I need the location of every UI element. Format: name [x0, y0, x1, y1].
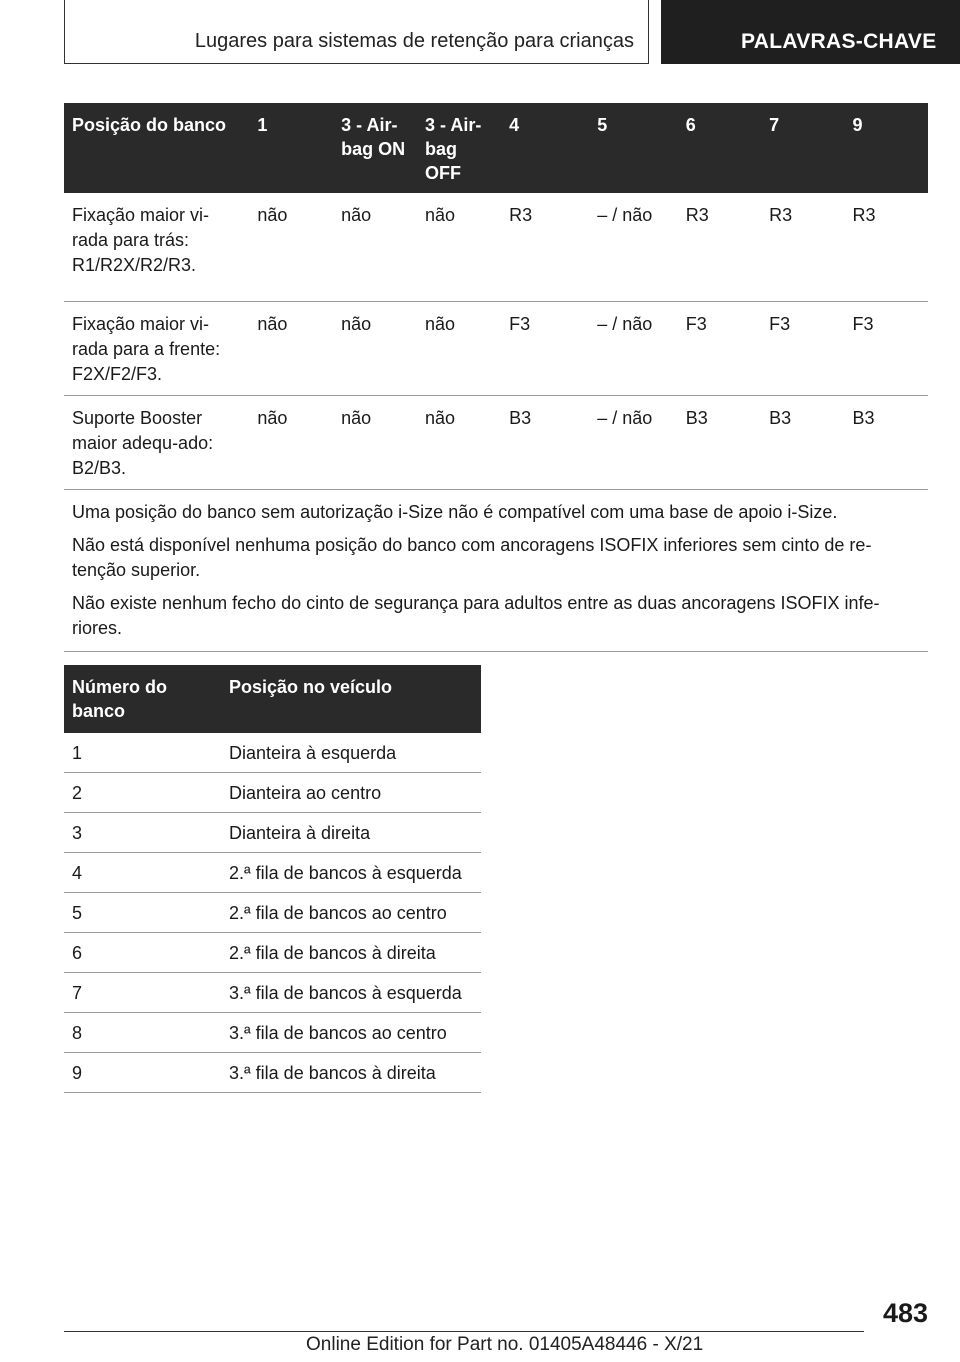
table-row [64, 933, 481, 973]
table-note: Não está disponível nenhuma posição do banco com ancoragens ISOFIX inferiores sem cinto de re-tenção superior. [72, 535, 872, 580]
table-cell: R3 [761, 193, 844, 302]
table-cell: R3 [501, 193, 589, 302]
table-cell: 2.ª fila de bancos ao centro [221, 893, 481, 933]
column-header: 3 - Air-bag ON [333, 103, 417, 193]
table-cell: 3.ª fila de bancos à esquerda [221, 973, 481, 1013]
table-cell: R3 [678, 193, 761, 302]
table-cell: Dianteira ao centro [221, 773, 481, 813]
table-cell: B3 [501, 396, 589, 490]
table-cell: F3 [678, 302, 761, 396]
table-cell: – / não [589, 396, 678, 490]
table-row [64, 733, 481, 773]
table-cell: – / não [589, 302, 678, 396]
table-cell: Fixação maior vi-rada para a frente: F2X/F2/F3. [64, 302, 249, 396]
table-cell: 2.ª fila de bancos à direita [221, 933, 481, 973]
table-cell: não [333, 396, 417, 490]
table-cell: não [333, 302, 417, 396]
table-cell: não [417, 193, 501, 302]
seat-position-table [64, 665, 481, 1093]
column-header: 6 [678, 103, 761, 193]
keywords-tab-label: PALAVRAS-CHAVE [741, 30, 937, 53]
table-cell: 3.ª fila de bancos ao centro [221, 1013, 481, 1053]
table-notes-row [64, 490, 928, 652]
table-row [64, 193, 928, 302]
table-row [64, 973, 481, 1013]
column-header: 5 [589, 103, 678, 193]
seat-compatibility-table [64, 103, 928, 652]
table-row [64, 396, 928, 490]
table-header-row [64, 665, 481, 733]
table-cell: 7 [64, 973, 221, 1013]
table-cell: 1 [64, 733, 221, 773]
table-row [64, 302, 928, 396]
table-cell: Dianteira à esquerda [221, 733, 481, 773]
table-cell: não [249, 396, 333, 490]
table-cell: 9 [64, 1053, 221, 1093]
keywords-tab[interactable] [661, 0, 960, 64]
table-cell: Suporte Booster maior adequ-ado: B2/B3. [64, 396, 249, 490]
table-row [64, 1053, 481, 1093]
table-cell: não [417, 396, 501, 490]
table-cell: 5 [64, 893, 221, 933]
table-cell: não [249, 193, 333, 302]
table-cell: não [249, 302, 333, 396]
table-cell: B3 [678, 396, 761, 490]
table-cell: Dianteira à direita [221, 813, 481, 853]
table-cell: Fixação maior vi-rada para trás: R1/R2X/R2/R3. [64, 193, 249, 302]
column-header: Posição do banco [64, 103, 249, 193]
table-row [64, 813, 481, 853]
table-cell: 2.ª fila de bancos à esquerda [221, 853, 481, 893]
column-header: 3 - Air-bag OFF [417, 103, 501, 193]
column-header: 9 [845, 103, 928, 193]
column-header: Número do banco [64, 665, 221, 733]
table-header-row [64, 103, 928, 193]
section-title: Lugares para sistemas de retenção para crianças [194, 30, 634, 52]
table-cell: 8 [64, 1013, 221, 1053]
footer-edition[interactable]: Online Edition for Part no. 01405A48446 - X/21 [306, 1334, 704, 1355]
table-cell: F3 [761, 302, 844, 396]
column-header: 7 [761, 103, 844, 193]
table-cell: B3 [845, 396, 928, 490]
column-header: 1 [249, 103, 333, 193]
column-header: Posição no veículo [221, 665, 481, 733]
page-number: 483 [882, 1298, 928, 1328]
table-cell: não [333, 193, 417, 302]
table-cell: B3 [761, 396, 844, 490]
table-row [64, 893, 481, 933]
table-row [64, 853, 481, 893]
footer-divider [64, 1331, 864, 1332]
section-header [64, 0, 649, 64]
table-cell: 6 [64, 933, 221, 973]
table-cell: não [417, 302, 501, 396]
table-note: Uma posição do banco sem autorização i-Size não é compatível com uma base de apoio i-Size. [72, 502, 838, 522]
table-row [64, 1013, 481, 1053]
table-cell: 3 [64, 813, 221, 853]
table-cell: R3 [845, 193, 928, 302]
table-note: Não existe nenhum fecho do cinto de segurança para adultos entre as duas ancoragens ISOFIX infe-riores. [72, 593, 880, 638]
table-cell: 2 [64, 773, 221, 813]
column-header: 4 [501, 103, 589, 193]
table-row [64, 773, 481, 813]
table-cell: 4 [64, 853, 221, 893]
table-cell: 3.ª fila de bancos à direita [221, 1053, 481, 1093]
table-cell: F3 [501, 302, 589, 396]
table-notes [64, 490, 928, 652]
table-cell: F3 [845, 302, 928, 396]
table-cell: – / não [589, 193, 678, 302]
